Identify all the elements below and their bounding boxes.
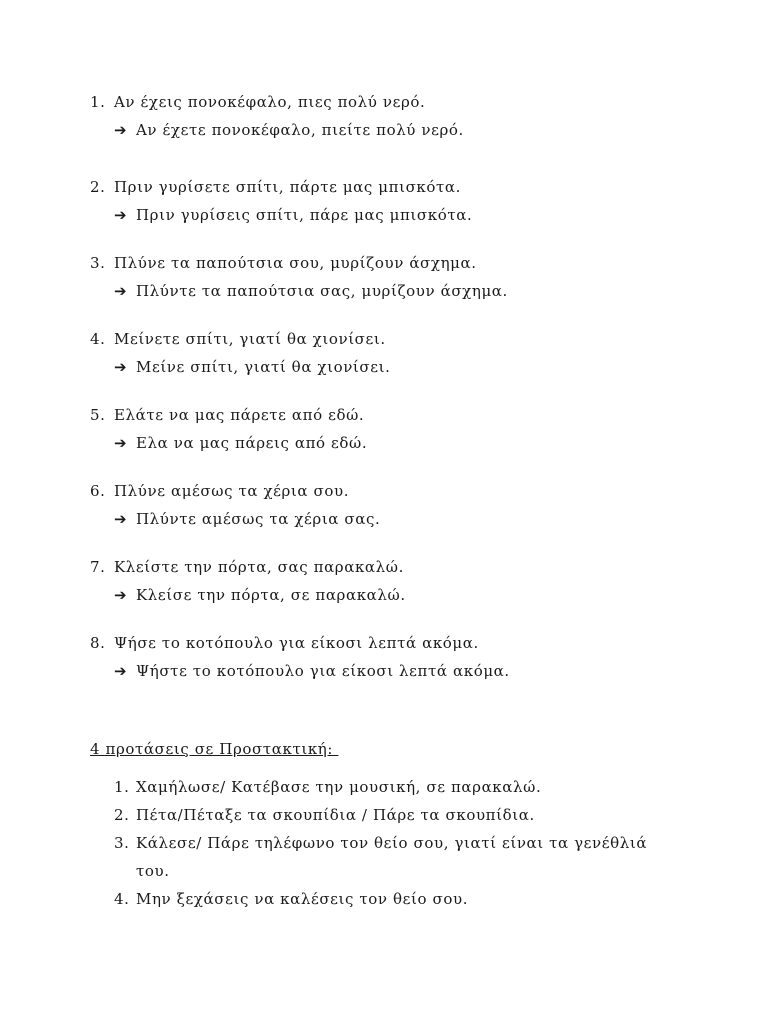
item-original: Ψήσε το κοτόπουλο για είκοσι λεπτά ακόμα. [114,634,479,652]
arrow-right-icon: ➔ [114,510,128,528]
item-number: 1. [114,778,130,796]
item-answer: Πλύντε αμέσως τα χέρια σας. [136,510,381,528]
arrow-right-icon: ➔ [114,586,128,604]
item-original: Πλύνε τα παπούτσια σου, μυρίζουν άσχημα. [114,254,477,272]
item-answer: Μείνε σπίτι, γιατί θα χιονίσει. [136,358,391,376]
item-text: Χαμήλωσε/ Κατέβασε την μουσική, σε παρακαλώ. [136,778,542,796]
item-number: 3. [114,834,130,852]
item-answer: Πλύντε τα παπούτσια σας, μυρίζουν άσχημα. [136,282,508,300]
item-original: Πλύνε αμέσως τα χέρια σου. [114,482,350,500]
arrow-right-icon: ➔ [114,121,128,139]
item-original: Κλείστε την πόρτα, σας παρακαλώ. [114,558,404,576]
item-number: 3. [90,254,106,272]
item-text-cont: του. [136,862,170,880]
item-number: 2. [90,178,106,196]
arrow-right-icon: ➔ [114,282,128,300]
item-text: Κάλεσε/ Πάρε τηλέφωνο τον θείο σου, γιατί είναι τα γενέθλιά [136,834,648,852]
item-number: 1. [90,93,106,111]
item-original: Ελάτε να μας πάρετε από εδώ. [114,406,365,424]
item-answer: Αν έχετε πονοκέφαλο, πιείτε πολύ νερό. [136,121,464,139]
item-number: 2. [114,806,130,824]
arrow-right-icon: ➔ [114,358,128,376]
arrow-right-icon: ➔ [114,206,128,224]
item-text: Μην ξεχάσεις να καλέσεις τον θείο σου. [136,890,469,908]
item-number: 5. [90,406,106,424]
arrow-right-icon: ➔ [114,434,128,452]
arrow-right-icon: ➔ [114,662,128,680]
item-answer: Κλείσε την πόρτα, σε παρακαλώ. [136,586,406,604]
item-number: 4. [90,330,106,348]
item-answer: Πριν γυρίσεις σπίτι, πάρε μας μπισκότα. [136,206,473,224]
item-number: 8. [90,634,106,652]
item-answer: Ελα να μας πάρεις από εδώ. [136,434,368,452]
section-heading: 4 προτάσεις σε Προστακτική: [90,740,339,758]
item-number: 7. [90,558,106,576]
item-text: Πέτα/Πέταξε τα σκουπίδια / Πάρε τα σκουπίδια. [136,806,535,824]
item-original: Αν έχεις πονοκέφαλο, πιες πολύ νερό. [114,93,426,111]
item-original: Πριν γυρίσετε σπίτι, πάρτε μας μπισκότα. [114,178,462,196]
item-answer: Ψήστε το κοτόπουλο για είκοσι λεπτά ακόμα. [136,662,510,680]
item-number: 4. [114,890,130,908]
item-original: Μείνετε σπίτι, γιατί θα χιονίσει. [114,330,386,348]
item-number: 6. [90,482,106,500]
